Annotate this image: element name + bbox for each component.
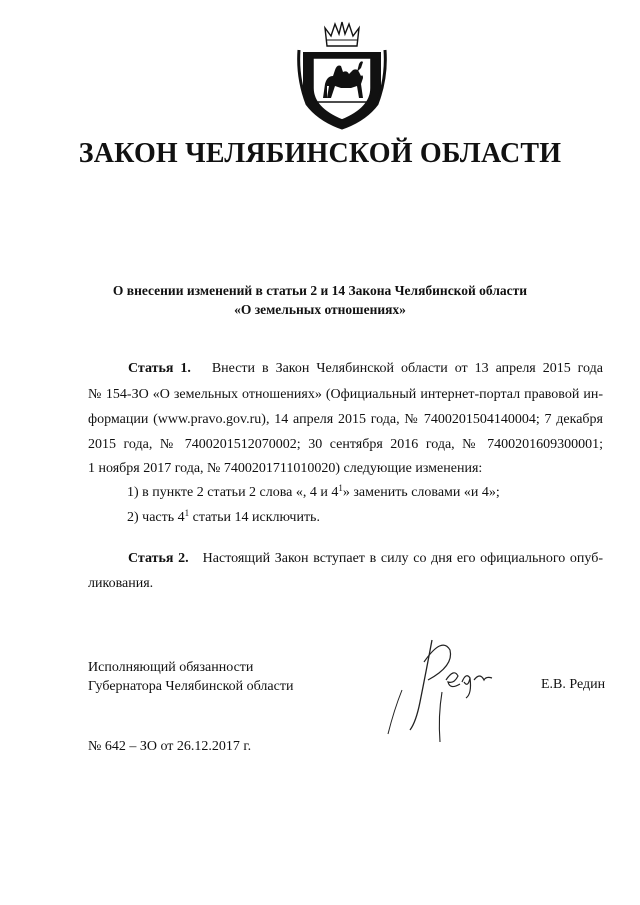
article-2-line-1 bbox=[88, 551, 603, 567]
item-2-superscript: 1 bbox=[184, 508, 190, 518]
article-2-line-2: ликования. bbox=[88, 576, 154, 591]
item-1-text-after: » заменить словами «и 4»; bbox=[342, 485, 500, 500]
document-subject bbox=[60, 281, 580, 319]
article-1-line-1 bbox=[88, 361, 603, 377]
item-1-text-before: 1) в пункте 2 статьи 2 слова «, 4 и 4 bbox=[127, 485, 339, 500]
signatory-position-line-1: Исполняющий обязанности bbox=[88, 660, 254, 675]
article-1-line-4: 2015 года, № 7400201512070002; 30 сентября 2016 года, № 7400201609300001; bbox=[88, 437, 603, 452]
article-1-item-2 bbox=[127, 510, 320, 526]
item-1-superscript: 1 bbox=[338, 483, 343, 493]
article-1-text: Внести в Закон Челябинской области от 13 апреля 2015 года bbox=[211, 361, 603, 376]
signatory-position bbox=[88, 658, 293, 696]
subject-line-2: «О земельных отношениях» bbox=[234, 302, 406, 317]
signatory-name: Е.В. Редин bbox=[541, 677, 606, 692]
article-1-line-2: № 154-ЗО «О земельных отношениях» (Официальный интернет-портал правовой ин- bbox=[88, 387, 603, 402]
item-2-text-after: статьи 14 исключить. bbox=[189, 510, 320, 525]
item-2-text-before: 2) часть 4 bbox=[127, 510, 185, 525]
document-title: ЗАКОН ЧЕЛЯБИНСКОЙ ОБЛАСТИ bbox=[78, 138, 562, 169]
article-2-text: Настоящий Закон вступает в силу со дня его официального опуб- bbox=[202, 551, 603, 566]
chelyabinsk-coat-of-arms-icon bbox=[297, 18, 387, 130]
subject-line-1: О внесении изменений в статьи 2 и 14 Закона Челябинской области bbox=[112, 283, 528, 298]
signatory-position-line-2: Губернатора Челябинской области bbox=[88, 679, 294, 694]
article-1-line-3: формации (www.pravo.gov.ru), 14 апреля 2015 года, № 7400201504140004; 7 декабря bbox=[88, 412, 603, 427]
document-number-date: № 642 – ЗО от 26.12.2017 г. bbox=[88, 739, 252, 754]
article-1-label: Статья 1. bbox=[128, 361, 191, 376]
article-2-label: Статья 2. bbox=[128, 551, 189, 566]
article-1-item-1 bbox=[127, 485, 500, 501]
handwritten-signature-icon bbox=[380, 632, 500, 747]
article-1-line-5: 1 ноября 2017 года, № 7400201711010020) следующие изменения: bbox=[88, 461, 483, 476]
